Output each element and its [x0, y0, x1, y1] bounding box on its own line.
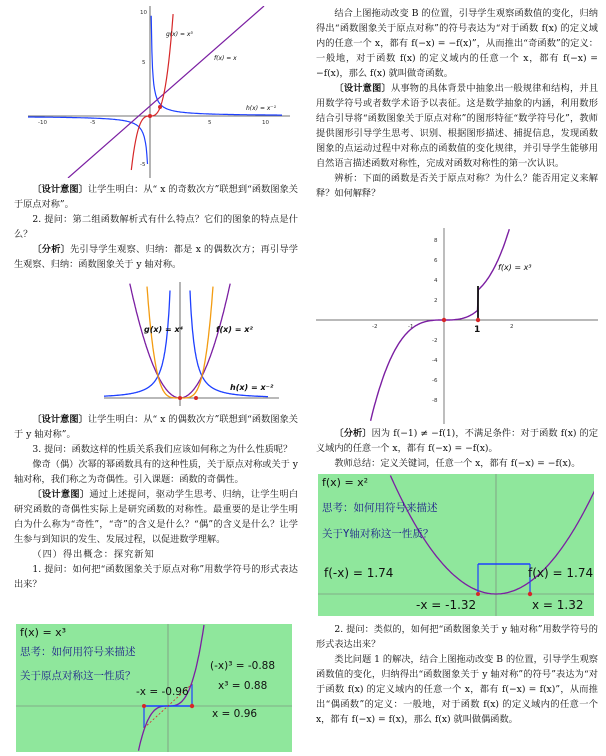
question-discern: 辨析：下面的函数是否关于原点对称？为什么？能否用定义来解释？如何解释？	[316, 173, 598, 199]
y-tick: -6	[432, 378, 438, 384]
label-f: f(x) = x²	[216, 325, 253, 334]
value-x: x = 1.32	[532, 598, 584, 612]
x-tick: -10	[38, 120, 47, 126]
section-heading: （四）得出概念：探究新知	[32, 549, 155, 560]
y-tick: 10	[140, 10, 147, 16]
curve-cube	[371, 229, 510, 421]
point-neg	[142, 704, 146, 708]
y-tick: 6	[434, 258, 438, 264]
label-h: h(x) = x⁻²	[230, 383, 274, 392]
y-tick: 4	[434, 278, 438, 284]
label-h: h(x) = x⁻¹	[246, 105, 276, 112]
label-g: g(x) = x³	[166, 31, 193, 38]
x-tick: -5	[90, 120, 96, 126]
question-2: 2. 提问：第二组函数解析式有什么特点？它们的图象的特点是什么？	[14, 214, 298, 240]
figure-odd-powers	[28, 6, 290, 178]
board-title: f(x) = x³	[20, 626, 67, 639]
x-tick: 2	[510, 324, 514, 330]
label-f: f(x) = x	[214, 55, 237, 62]
board-note-2: 关于Y轴对称这一性质？	[322, 528, 434, 540]
curve-h	[190, 291, 268, 397]
point-b[interactable]	[190, 704, 194, 708]
origin-point	[442, 318, 446, 322]
value-f: f(x) = 1.74	[528, 566, 594, 580]
y-tick: -4	[432, 358, 438, 364]
y-tick: -5	[140, 162, 146, 168]
y-tick: -2	[432, 338, 438, 344]
board-title: f(x) = x²	[322, 476, 369, 489]
x-tick: -2	[372, 324, 378, 330]
point-neg	[476, 592, 480, 596]
origin-point	[148, 114, 152, 118]
teacher-summary: 教师总结：定义关键词，任意一个 x，都有 f(−x) = −f(x)。	[334, 458, 581, 469]
x-tick: 10	[262, 120, 269, 126]
x-tick: -1	[408, 324, 414, 330]
paragraph: 〔分析〕先引导学生观察、归纳：都是 x 的偶数次方；再引导学生观察、归纳：函数图象关于 y 轴对称。	[14, 244, 298, 270]
y-tick: 8	[434, 238, 438, 244]
y-tick: -8	[432, 398, 438, 404]
value-f-neg: f(-x) = 1.74	[324, 566, 394, 580]
point-b[interactable]	[528, 592, 532, 596]
paragraph: 类比问题 1 的解决，结合上图拖动改变 B 的位置，引导学生观察函数值的变化，归纳得出“函数图象关于 y 轴对称”的符号”表达为“对于函数 f(x) 的定义域内的任意一个 x，都有 f(−x) = f(x)”，从而推出“偶函数”的定义：一般地，对于函数 f(x) 的定义域内的任意一个 x，都有 f(−x) = f(x)，那么 f(x) 就叫做偶函数。	[316, 654, 598, 725]
value-x: x = 0.96	[212, 708, 258, 720]
x-tick: 5	[208, 120, 212, 126]
y-tick: 5	[142, 60, 146, 66]
origin-point	[178, 396, 182, 400]
mark-one: 1	[474, 325, 481, 335]
paragraph: 〔设计意图〕通过上述提问，驱动学生思考、归纳，让学生明白研究函数的奇偶性实际上是研究函数的对称性。最重要的是让学生明白为什么称为“奇性”，“奇”的含义是什么？“偶”的含义是什么？让学生参与到知识的发生、发展过程，以促进数学理解。	[14, 489, 299, 545]
point-b[interactable]	[194, 396, 198, 400]
figure-even-powers	[104, 282, 279, 406]
label-g: g(x) = x⁴	[144, 325, 184, 334]
figure-even-board	[318, 474, 594, 616]
paragraph: 结合上图拖动改变 B 的位置，引导学生观察函数值的变化，归纳得出“函数图象关于原点对称”的符号表达为“对于函数 f(x) 的定义域内的任意一个 x，都有 f(−x) = −f(x)”，从而推出“奇函数”的定义：一般地，对于函数 f(x) 的定义域内的任意一个 x，都有 f(−x) = −f(x)，那么 f(x) 就叫做奇函数。	[316, 8, 598, 79]
paragraph: 〔设计意图〕让学生明白：从“ x 的偶数次方”联想到“函数图象关于 y 轴对称”。	[14, 414, 298, 440]
board-note-2: 关于原点对称这一性质？	[20, 670, 136, 682]
point-b[interactable]	[476, 318, 480, 322]
value-neg-cube: (-x)³ = -0.88	[210, 660, 276, 672]
value-neg-x: -x = -0.96	[136, 686, 189, 698]
paragraph: 〔设计意图〕从事物的具体背景中抽象出一般规律和结构，并且用数学符号或者数学术语予以表征。这是数学抽象的内涵，利用数形结合引导将“函数图象关于原点对称”的图形特征“数学符号化”，教师提供图形引导学生思考、识别、根据图形描述、捕捉信息，发现函数图象的点运动过程中对称点的函数值的变化规律，并引导学生能够用自然语言描述函数对称性，完成对函数对称性的第一次认识。	[316, 83, 599, 169]
question-2: 2. 提问：类似的，如何把“函数图象关于 y 轴对称”用数学符号的形式表达出来？	[316, 624, 598, 650]
question-3: 3. 提问：函数这样的性质关系我们应该如何称之为什么性质呢？	[32, 444, 293, 455]
value-cube: x³ = 0.88	[218, 680, 268, 692]
label-f: f(x) = x³	[498, 263, 532, 272]
board-note-1: 思考：如何用符号来描述	[20, 646, 136, 658]
figure-odd-board	[16, 624, 292, 752]
value-neg-x: -x = -1.32	[416, 598, 477, 612]
point-b[interactable]	[158, 105, 162, 109]
paragraph: 〔分析〕因为 f(−1) ≠ −f(1)，不满足条件：对于函数 f(x) 的定义域内的任意一个 x，都有 f(−x) = −f(x)。	[316, 428, 599, 454]
paragraph: 像奇（偶）次幂的幂函数具有的这种性质，关于原点对称或关于 y 轴对称，我们称之为奇偶性。引入课题：函数的奇偶性。	[14, 459, 298, 485]
board-note-1: 思考：如何用符号来描述	[322, 502, 438, 514]
figure-discern	[316, 228, 598, 424]
question-1: 1. 提问：如何把“函数图象关于原点对称”用数学符号的形式表达出来？	[14, 564, 298, 590]
paragraph: 〔设计意图〕让学生明白：从“ x 的奇数次方”联想到“函数图象关于原点对称”。	[14, 184, 298, 210]
y-tick: 2	[434, 298, 438, 304]
